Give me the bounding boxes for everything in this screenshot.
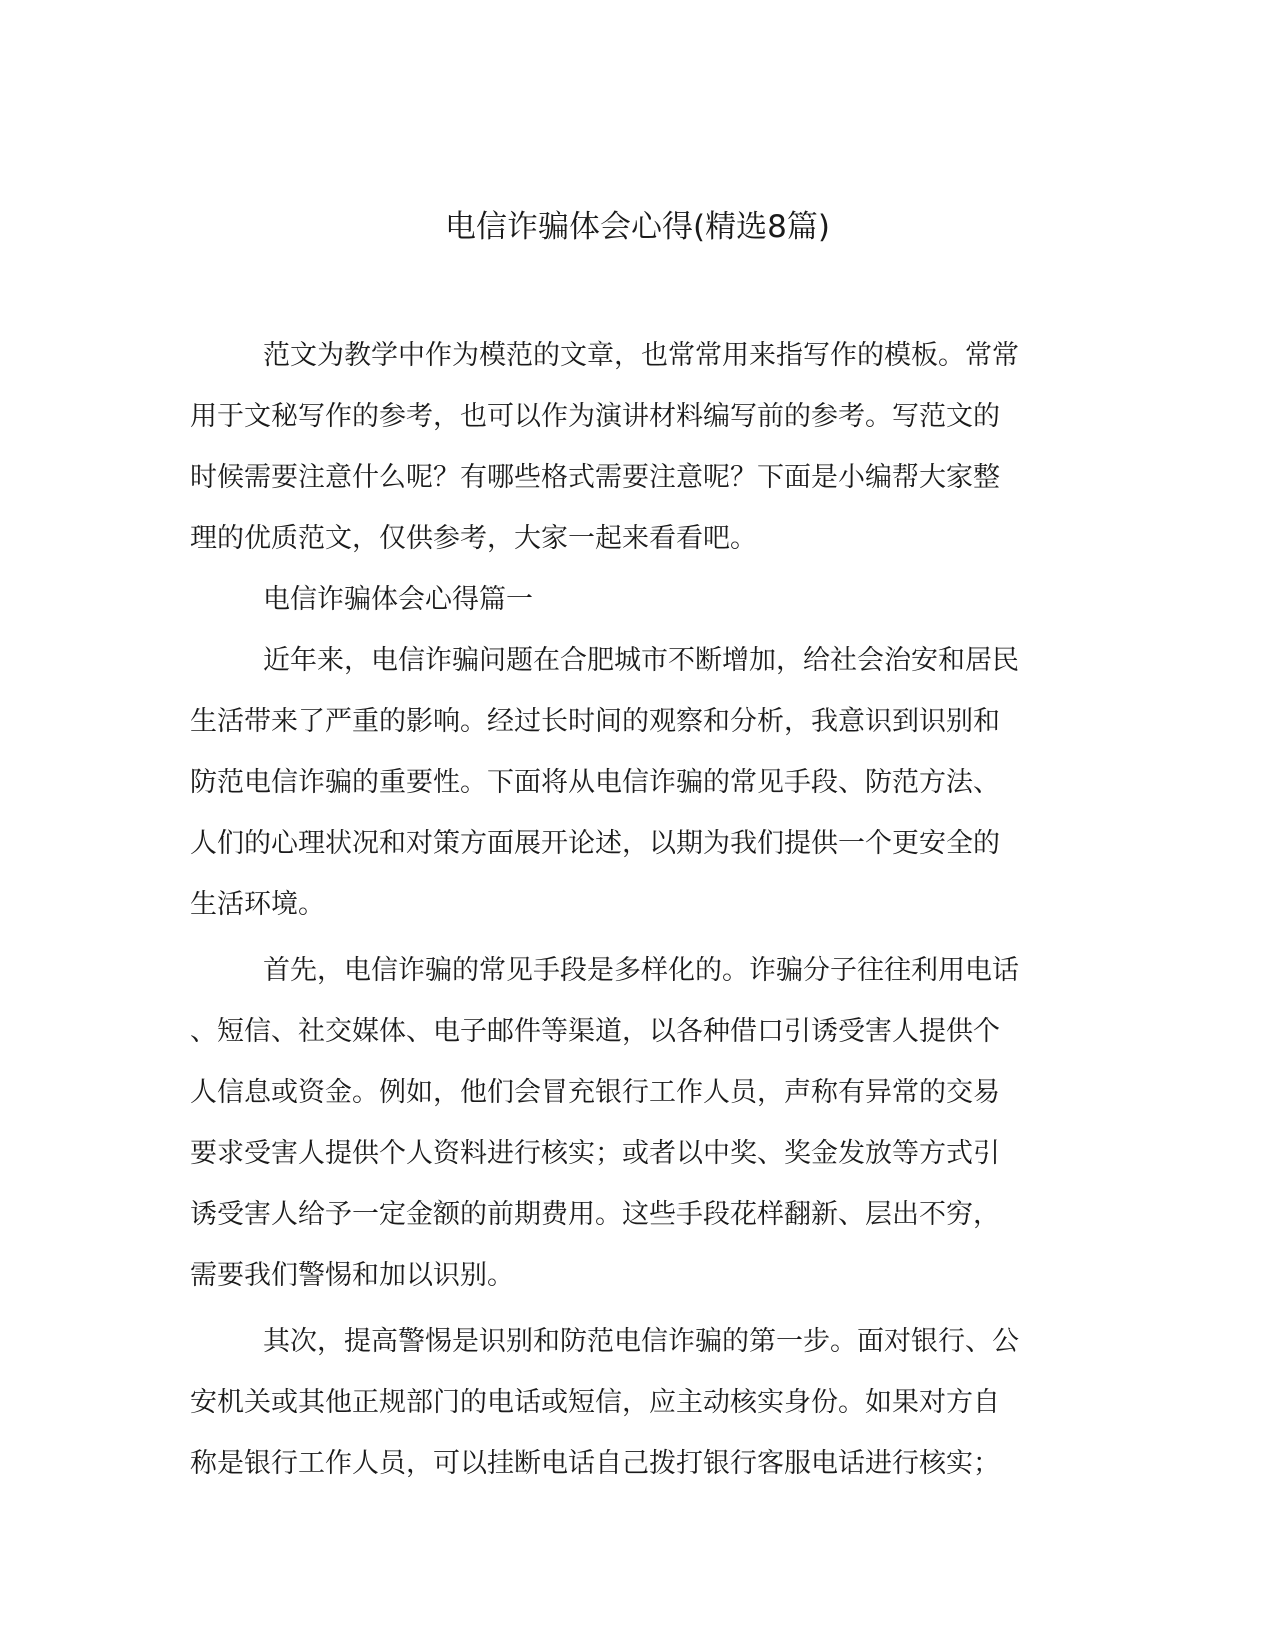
- text-line: 要求受害人提供个人资料进行核实；或者以中奖、奖金发放等方式引: [190, 1138, 1000, 1169]
- text-line: 人信息或资金。例如，他们会冒充银行工作人员，声称有异常的交易: [190, 1077, 1000, 1108]
- text-line: 称是银行工作人员，可以挂断电话自己拨打银行客服电话进行核实；: [190, 1448, 1000, 1479]
- text-line: 近年来，电信诈骗问题在合肥城市不断增加，给社会治安和居民: [263, 645, 1019, 676]
- text-line: 理的优质范文，仅供参考，大家一起来看看吧。: [190, 523, 757, 554]
- text-line: 人们的心理状况和对策方面展开论述，以期为我们提供一个更安全的: [190, 828, 1000, 859]
- text-line: 生活带来了严重的影响。经过长时间的观察和分析，我意识到识别和: [190, 706, 1000, 737]
- page-title: 电信诈骗体会心得(精选8篇): [445, 209, 830, 245]
- text-line: 、短信、社交媒体、电子邮件等渠道，以各种借口引诱受害人提供个: [190, 1016, 1000, 1047]
- text-line: 生活环境。: [190, 889, 325, 920]
- text-line: 范文为教学中作为模范的文章，也常常用来指写作的模板。常常: [263, 340, 1019, 371]
- text-line: 其次，提高警惕是识别和防范电信诈骗的第一步。面对银行、公: [263, 1326, 1019, 1357]
- paragraph-1: [190, 630, 1090, 935]
- paragraph-3: [190, 1311, 1090, 1494]
- intro-paragraph: [190, 325, 1090, 569]
- text-line: 首先，电信诈骗的常见手段是多样化的。诈骗分子往往利用电话: [263, 955, 1019, 986]
- text-line: 诱受害人给予一定金额的前期费用。这些手段花样翻新、层出不穷，: [190, 1199, 1000, 1230]
- text-line: 用于文秘写作的参考，也可以作为演讲材料编写前的参考。写范文的: [190, 401, 1000, 432]
- section-heading: 电信诈骗体会心得篇一: [263, 584, 533, 615]
- text-line: 时候需要注意什么呢？有哪些格式需要注意呢？下面是小编帮大家整: [190, 462, 1000, 493]
- text-line: 防范电信诈骗的重要性。下面将从电信诈骗的常见手段、防范方法、: [190, 767, 1000, 798]
- text-line: 需要我们警惕和加以识别。: [190, 1260, 514, 1291]
- text-line: 安机关或其他正规部门的电话或短信，应主动核实身份。如果对方自: [190, 1387, 1000, 1418]
- paragraph-2: [190, 940, 1090, 1306]
- document-body: [190, 325, 1090, 1494]
